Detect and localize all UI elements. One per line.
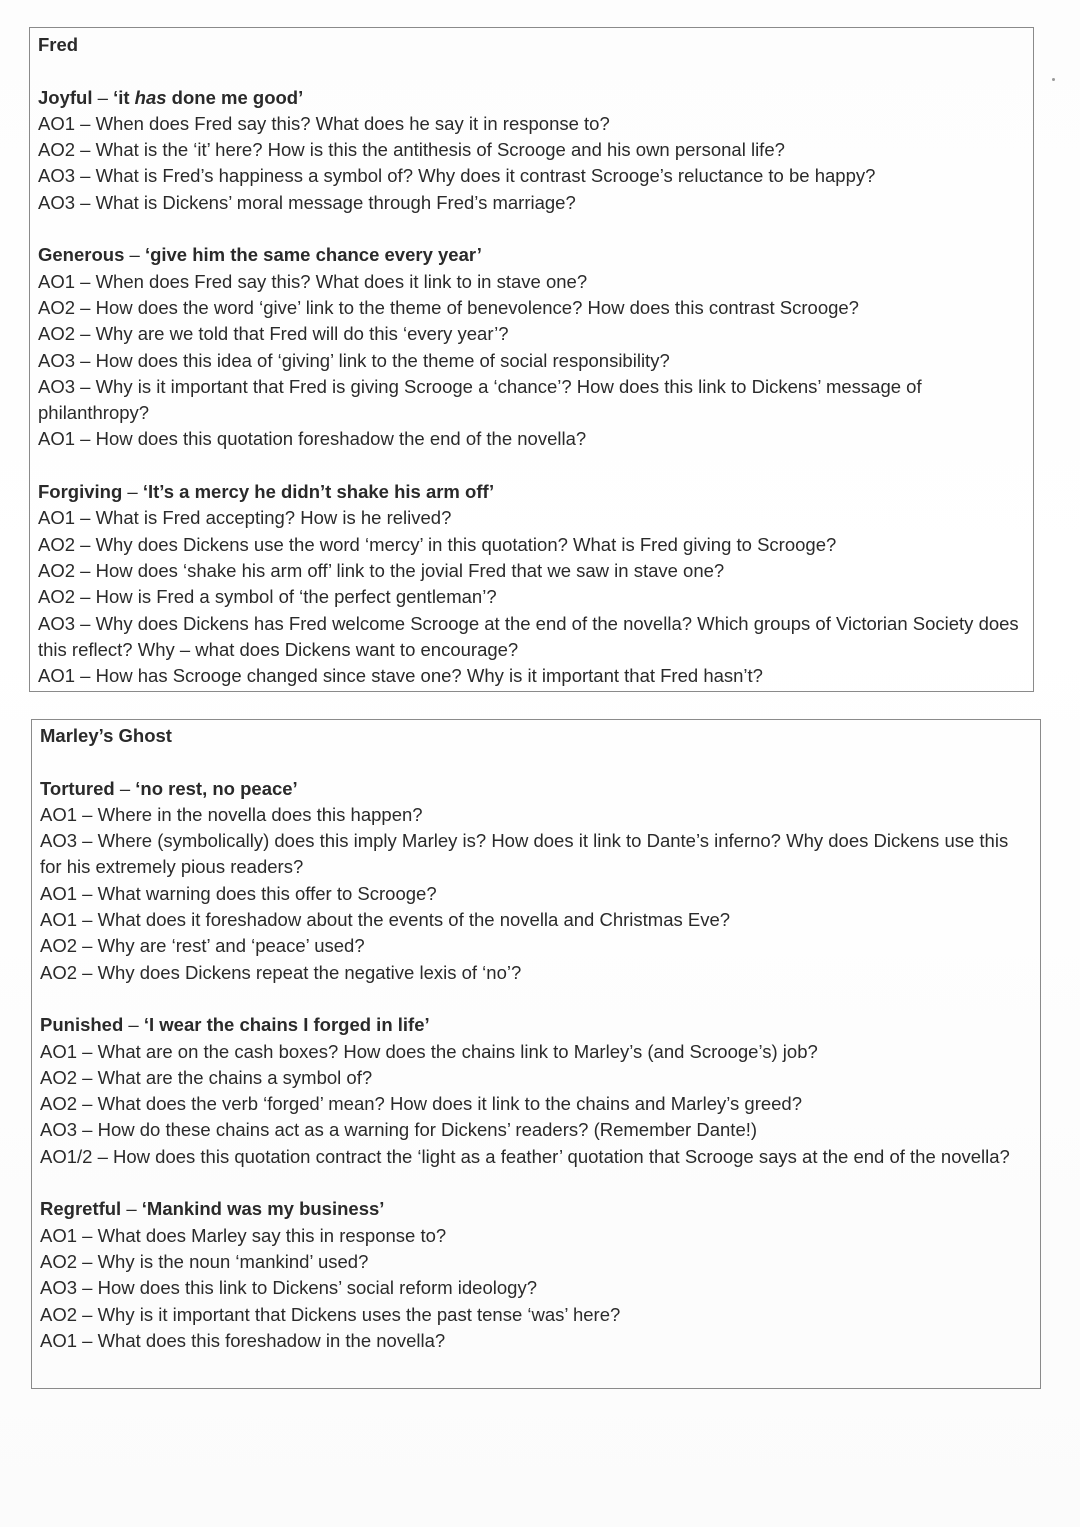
question-line: AO2 – Why is the noun ‘mankind’ used?	[40, 1250, 369, 1272]
section-label: Forgiving	[38, 481, 123, 503]
heading-dash: –	[122, 481, 143, 503]
marley-section-regretful	[40, 1196, 1032, 1354]
question-line: AO2 – Why does Dickens repeat the negative lexis of ‘no’?	[40, 961, 522, 983]
marley-box	[31, 719, 1041, 1389]
section-quote: ‘I wear the chains I forged in life’	[143, 1014, 430, 1036]
question-line: AO2 – Why are ‘rest’ and ‘peace’ used?	[40, 935, 365, 957]
question-line: AO3 – How does this idea of ‘giving’ link to the theme of social responsibility?	[38, 349, 670, 371]
heading-dash: –	[114, 777, 136, 799]
heading-dash: –	[124, 244, 145, 266]
question-line: AO1 – How has Scrooge changed since stave one? Why is it important that Fred hasn’t?	[38, 665, 763, 687]
question-line: AO3 – Why does Dickens has Fred welcome Scrooge at the end of the novella? Which groups of Victorian Society does this reflect? Why – what does Dickens want to encourage?	[38, 612, 1019, 660]
section-heading	[40, 1196, 1032, 1222]
spacer	[40, 1170, 1032, 1196]
spacer	[40, 986, 1032, 1012]
marley-section-punished	[40, 1012, 1032, 1170]
spacer	[38, 58, 1025, 84]
section-label: Joyful	[38, 86, 93, 108]
section-heading	[38, 85, 1025, 111]
quote-part: done me good’	[166, 86, 304, 108]
section-quote	[113, 87, 303, 108]
question-line: AO2 – How is Fred a symbol of ‘the perfect gentleman’?	[38, 586, 497, 608]
fred-section-forgiving	[38, 479, 1025, 689]
question-line: AO1 – What are on the cash boxes? How does the chains link to Marley’s (and Scrooge’s) job?	[40, 1040, 818, 1062]
question-line: AO1 – When does Fred say this? What does it link to in stave one?	[38, 270, 588, 292]
fred-section-generous	[38, 242, 1025, 452]
fred-section-joyful	[38, 85, 1025, 216]
question-line: AO2 – What is the ‘it’ here? How is this the antithesis of Scrooge and his own personal life?	[38, 139, 785, 161]
spacer	[38, 453, 1025, 479]
section-label: Tortured	[40, 777, 115, 799]
section-label: Regretful	[40, 1198, 122, 1220]
question-line: AO1 – What warning does this offer to Scrooge?	[40, 882, 437, 904]
section-quote: ‘It’s a mercy he didn’t shake his arm off’	[142, 481, 495, 503]
section-heading	[38, 479, 1025, 505]
spacer	[38, 216, 1025, 242]
section-heading	[40, 1012, 1032, 1038]
question-line: AO2 – Why are we told that Fred will do this ‘every year’?	[38, 323, 509, 345]
marley-section-tortured	[40, 776, 1032, 986]
question-line: AO3 – How do these chains act as a warning for Dickens’ readers? (Remember Dante!)	[40, 1119, 758, 1141]
question-line: AO1 – When does Fred say this? What does he say it in response to?	[38, 112, 610, 134]
question-line: AO1 – Where in the novella does this happen?	[40, 803, 423, 825]
question-line: AO3 – Why is it important that Fred is giving Scrooge a ‘chance’? How does this link to Dickens’ message of philanthropy?	[38, 375, 922, 424]
question-line: AO1/2 – How does this quotation contract the ‘light as a feather’ quotation that Scrooge says at the end of the novella?	[40, 1145, 1010, 1167]
quote-italic-word: has	[134, 86, 167, 108]
heading-dash: –	[92, 86, 114, 108]
question-line: AO2 – What does the verb ‘forged’ mean? How does it link to the chains and Marley’s greed?	[40, 1093, 803, 1115]
quote-part: ‘it	[113, 86, 135, 108]
question-line: AO3 – What is Dickens’ moral message through Fred’s marriage?	[38, 191, 576, 213]
question-line: AO2 – How does the word ‘give’ link to the theme of benevolence? How does this contrast Scrooge?	[38, 296, 859, 318]
question-line: AO1 – What is Fred accepting? How is he relived?	[38, 507, 452, 529]
page-speck	[1052, 78, 1055, 81]
question-line: AO1 – What does Marley say this in response to?	[40, 1224, 447, 1246]
fred-box	[29, 27, 1034, 692]
spacer	[40, 749, 1032, 775]
marley-box-title: Marley’s Ghost	[40, 725, 172, 746]
question-line: AO2 – Why is it important that Dickens uses the past tense ‘was’ here?	[40, 1303, 621, 1325]
section-quote: ‘no rest, no peace’	[135, 777, 298, 799]
heading-dash: –	[123, 1014, 144, 1036]
question-line: AO2 – Why does Dickens use the word ‘mercy’ in this quotation? What is Fred giving to Scrooge?	[38, 533, 837, 555]
question-line: AO2 – What are the chains a symbol of?	[40, 1066, 373, 1088]
question-line: AO3 – Where (symbolically) does this imply Marley is? How does it link to Dante’s inferno? Why does Dickens use this for his extremely pious readers?	[40, 830, 1009, 878]
question-line: AO3 – How does this link to Dickens’ social reform ideology?	[40, 1277, 537, 1299]
question-line: AO1 – How does this quotation foreshadow the end of the novella?	[38, 428, 587, 450]
heading-dash: –	[121, 1198, 142, 1220]
section-heading	[38, 242, 1025, 268]
fred-box-title: Fred	[38, 34, 79, 55]
section-heading	[40, 776, 1032, 802]
section-label: Punished	[40, 1014, 124, 1036]
section-label: Generous	[38, 244, 125, 266]
question-line: AO2 – How does ‘shake his arm off’ link to the jovial Fred that we saw in stave one?	[38, 559, 725, 581]
question-line: AO1 – What does this foreshadow in the novella?	[40, 1329, 446, 1351]
section-quote: ‘give him the same chance every year’	[144, 244, 482, 266]
section-quote: ‘Mankind was my business’	[141, 1198, 385, 1220]
question-line: AO1 – What does it foreshadow about the events of the novella and Christmas Eve?	[40, 909, 731, 931]
question-line: AO3 – What is Fred’s happiness a symbol of? Why does it contrast Scrooge’s reluctance to be happy?	[38, 165, 876, 187]
